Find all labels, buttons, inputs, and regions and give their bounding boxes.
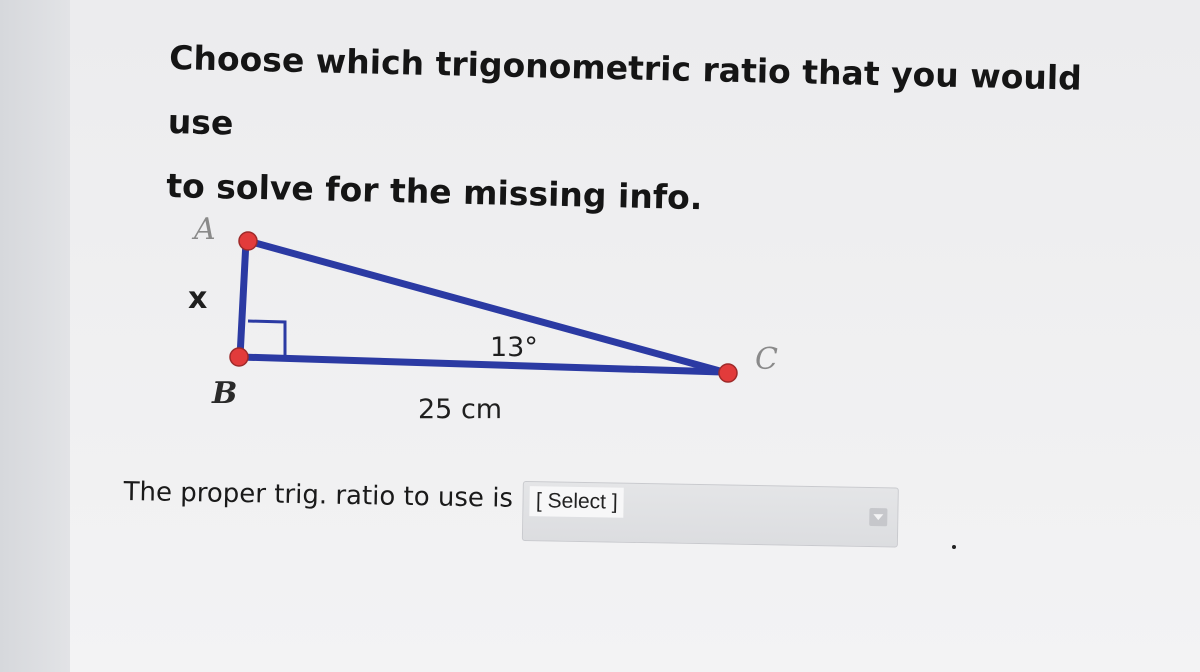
vertex-a-label: A: [194, 212, 216, 247]
hypotenuse-ac: [248, 241, 720, 371]
vertex-b-label: B: [212, 376, 238, 411]
base-length-label: 25 cm: [418, 394, 503, 425]
side-ab: [240, 241, 246, 357]
trig-ratio-dropdown[interactable]: [522, 481, 899, 548]
question-line-1: Choose which trigonometric ratio that you would use: [167, 37, 1083, 143]
vertex-c-label: C: [755, 342, 778, 377]
sentence-period: [952, 545, 956, 549]
angle-c-label: 13°: [490, 332, 538, 363]
dropdown-selected-value: [ Select ]: [530, 486, 624, 518]
answer-prompt: The proper trig. ratio to use is: [123, 476, 514, 514]
vertex-a-point: [239, 232, 257, 250]
vertex-c-point: [719, 364, 737, 382]
side-ab-label: x: [188, 281, 208, 316]
chevron-down-icon: [870, 508, 888, 526]
right-angle-marker: [248, 321, 285, 357]
question-line-2: to solve for the missing info.: [165, 165, 703, 218]
base-bc: [240, 357, 722, 372]
vertex-b-point: [230, 348, 248, 366]
